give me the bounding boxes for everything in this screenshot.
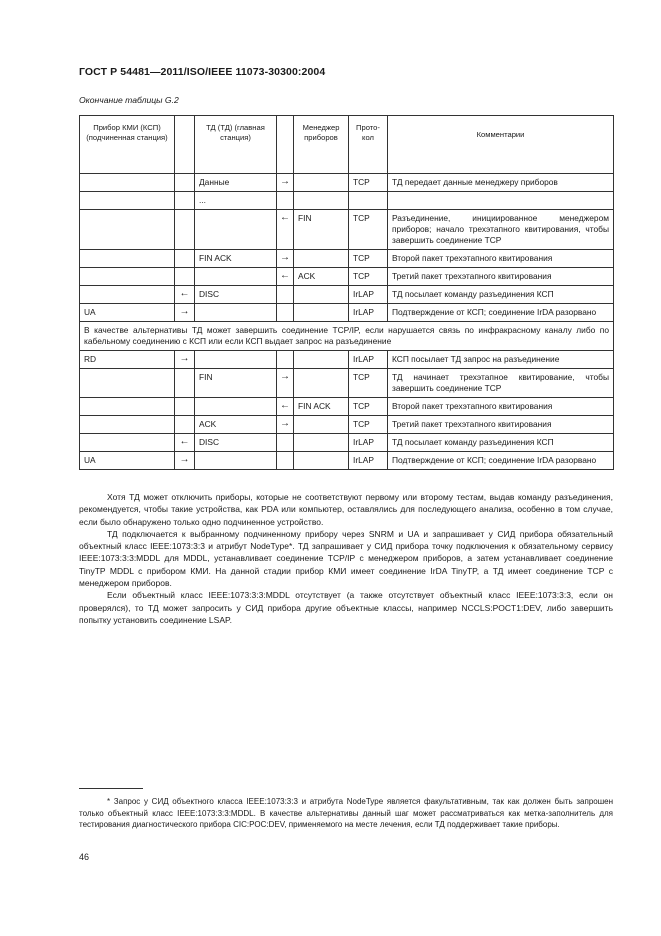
arrow-right-icon: → — [277, 174, 294, 192]
table-cell — [294, 369, 349, 398]
header-cell: Прибор КМИ (КСП) (подчиненная станция) — [80, 116, 175, 174]
header-cell — [277, 116, 294, 174]
table-cell: ... — [195, 192, 277, 210]
table-cell: ACK — [294, 268, 349, 286]
arrow-right-icon: → — [277, 416, 294, 434]
page-number: 46 — [79, 852, 90, 862]
comment-cell: Подтверждение от КСП; соединение IrDA разорвано — [388, 452, 614, 470]
arrow-left-icon: ← — [175, 434, 195, 452]
table-cell: UA — [80, 452, 175, 470]
arrow-cell — [175, 250, 195, 268]
comment-cell: ТД передает данные менеджеру приборов — [388, 174, 614, 192]
table-cell — [80, 210, 175, 250]
arrow-cell — [175, 174, 195, 192]
protocol-cell: TCP — [349, 210, 388, 250]
protocol-cell: TCP — [349, 369, 388, 398]
table-cell — [294, 351, 349, 369]
table-row — [80, 268, 614, 286]
header-cell: Менеджер приборов — [294, 116, 349, 174]
table-caption: Окончание таблицы G.2 — [79, 95, 179, 105]
paragraph: ТД подключается к выбранному подчиненному прибору через SNRM и UA и запрашивает у СИД прибора обязательный объектный класс IEEE:1073:3:3 и атрибут NodeType*. ТД запрашивает у СИД прибора точку подключения к обязательному сервису IEEE:1073:3:3:MDDL для MDDL, устанавливает соединение TCP/IP с менеджером приборов, а затем устанавливает соединение TinyTP MDDL с прибором КМИ. На данной стадии прибор КМИ имеет соединение IrDA TinyTP, а ТД имеет соединение TCP с менеджером приборов. — [79, 528, 613, 589]
comment-cell — [388, 192, 614, 210]
table-row — [80, 174, 614, 192]
arrow-right-icon: → — [277, 369, 294, 398]
table-cell — [195, 398, 277, 416]
protocol-cell: IrLAP — [349, 351, 388, 369]
comment-cell: ТД посылает команду разъединения КСП — [388, 434, 614, 452]
table-cell — [80, 286, 175, 304]
arrow-right-icon: → — [175, 351, 195, 369]
comment-cell: Третий пакет трехэтапного квитирования — [388, 416, 614, 434]
table-cell — [80, 434, 175, 452]
table-cell — [80, 174, 175, 192]
table-row — [80, 351, 614, 369]
table-cell — [294, 192, 349, 210]
protocol-cell: IrLAP — [349, 452, 388, 470]
paragraph: Хотя ТД может отключить приборы, которые не соответствуют первому или второму тестам, выдав команду разъединения, рекомендуется, чтобы такие устройства, как PDA или компьютер, оставлялись для последующего анализа, особенно в том случае, если было обнаружено только одно подчиненное устройство. — [79, 492, 613, 527]
arrow-right-icon: → — [175, 452, 195, 470]
table-cell: FIN — [294, 210, 349, 250]
document-header: ГОСТ Р 54481—2011/ISO/IEEE 11073-30300:2004 — [79, 66, 326, 78]
protocol-cell: IrLAP — [349, 434, 388, 452]
table-cell — [195, 452, 277, 470]
table-row — [80, 210, 614, 250]
protocol-cell: TCP — [349, 250, 388, 268]
table-row — [80, 304, 614, 322]
table-cell — [294, 416, 349, 434]
table-cell: FIN ACK — [195, 250, 277, 268]
arrow-cell — [175, 398, 195, 416]
arrow-cell — [277, 304, 294, 322]
body-text — [79, 491, 613, 626]
protocol-cell: TCP — [349, 416, 388, 434]
table-cell — [294, 250, 349, 268]
protocol-cell: TCP — [349, 174, 388, 192]
table-row — [80, 434, 614, 452]
table-cell: Данные — [195, 174, 277, 192]
table-cell — [294, 174, 349, 192]
comment-cell: Подтверждение от КСП; соединение IrDA разорвано — [388, 304, 614, 322]
arrow-left-icon: ← — [175, 286, 195, 304]
protocol-cell: IrLAP — [349, 304, 388, 322]
comment-cell: ТД начинает трехэтапное квитирование, чтобы завершить соединение TCP — [388, 369, 614, 398]
arrow-cell — [277, 434, 294, 452]
table-cell: FIN — [195, 369, 277, 398]
arrow-cell — [277, 192, 294, 210]
table-span-note: В качестве альтернативы ТД может завершить соединение TCP/IP, если нарушается связь по инфракрасному каналу либо по кабельному соединению с КСП или если КСП выдает запрос на разъединение — [80, 322, 614, 351]
arrow-cell — [175, 416, 195, 434]
protocol-cell — [349, 192, 388, 210]
header-cell: Прото-кол — [349, 116, 388, 174]
table-cell: ACK — [195, 416, 277, 434]
arrow-right-icon: → — [175, 304, 195, 322]
protocol-cell: IrLAP — [349, 286, 388, 304]
arrow-cell — [277, 452, 294, 470]
table-row — [80, 369, 614, 398]
arrow-left-icon: ← — [277, 398, 294, 416]
arrow-cell — [175, 369, 195, 398]
footnote: * Запрос у СИД объектного класса IEEE:1073:3:3 и атрибута NodeType является факультативным, так как должен быть запрошен только объектный класс IEEE:1073:3:3:MDDL. В качестве альтернативы данный шаг может рассматриваться как метка-заполнитель для тестирования диагностического прибора CIC:POC:DEV, применяемого на месте лечения, если ТД поддерживает такие приборы. — [79, 797, 613, 830]
table-cell — [195, 268, 277, 286]
arrow-left-icon: ← — [277, 268, 294, 286]
protocol-cell: TCP — [349, 268, 388, 286]
table-cell — [294, 304, 349, 322]
table-cell — [80, 416, 175, 434]
arrow-cell — [175, 268, 195, 286]
paragraph: Если объектный класс IEEE:1073:3:3:MDDL отсутствует (а также отсутствует объектный класс IEEE:1073:3:3, если он проверялся), то ТД может запросить у СИД прибора другие объектные классы, например NCCLS:POCT1:DEV, либо завершить попытку установить соединение LSAP. — [79, 590, 613, 625]
arrow-cell — [277, 351, 294, 369]
header-cell: Комментарии — [388, 116, 614, 174]
table-cell: UA — [80, 304, 175, 322]
comment-cell: Разъединение, инициированное менеджером приборов; начало трехэтапного квитирования, чтобы завершить соединение TCP — [388, 210, 614, 250]
table-row — [80, 452, 614, 470]
table-cell: FIN ACK — [294, 398, 349, 416]
table-header-row — [80, 116, 614, 174]
table-cell — [195, 210, 277, 250]
table-row — [80, 322, 614, 351]
table-row — [80, 286, 614, 304]
arrow-cell — [175, 210, 195, 250]
table-cell — [80, 398, 175, 416]
table-cell — [195, 304, 277, 322]
comment-cell: Второй пакет трехэтапного квитирования — [388, 398, 614, 416]
footnote-divider — [79, 788, 143, 789]
arrow-cell — [175, 192, 195, 210]
comment-cell: Второй пакет трехэтапного квитирования — [388, 250, 614, 268]
protocol-cell: TCP — [349, 398, 388, 416]
comment-cell: Третий пакет трехэтапного квитирования — [388, 268, 614, 286]
header-cell — [175, 116, 195, 174]
table-cell: DISC — [195, 286, 277, 304]
table-cell — [294, 434, 349, 452]
table-row — [80, 398, 614, 416]
table-cell — [195, 351, 277, 369]
arrow-cell — [277, 286, 294, 304]
comment-cell: ТД посылает команду разъединения КСП — [388, 286, 614, 304]
protocol-table — [79, 115, 614, 470]
table-cell — [80, 192, 175, 210]
table-cell — [80, 268, 175, 286]
table-cell — [294, 452, 349, 470]
header-cell: ТД (ТД) (главная станция) — [195, 116, 277, 174]
table-cell — [80, 250, 175, 268]
arrow-left-icon: ← — [277, 210, 294, 250]
table-row — [80, 250, 614, 268]
comment-cell: КСП посылает ТД запрос на разъединение — [388, 351, 614, 369]
arrow-right-icon: → — [277, 250, 294, 268]
table-cell: DISC — [195, 434, 277, 452]
table-row — [80, 416, 614, 434]
table-cell: RD — [80, 351, 175, 369]
table-row — [80, 192, 614, 210]
table-cell — [80, 369, 175, 398]
table-cell — [294, 286, 349, 304]
